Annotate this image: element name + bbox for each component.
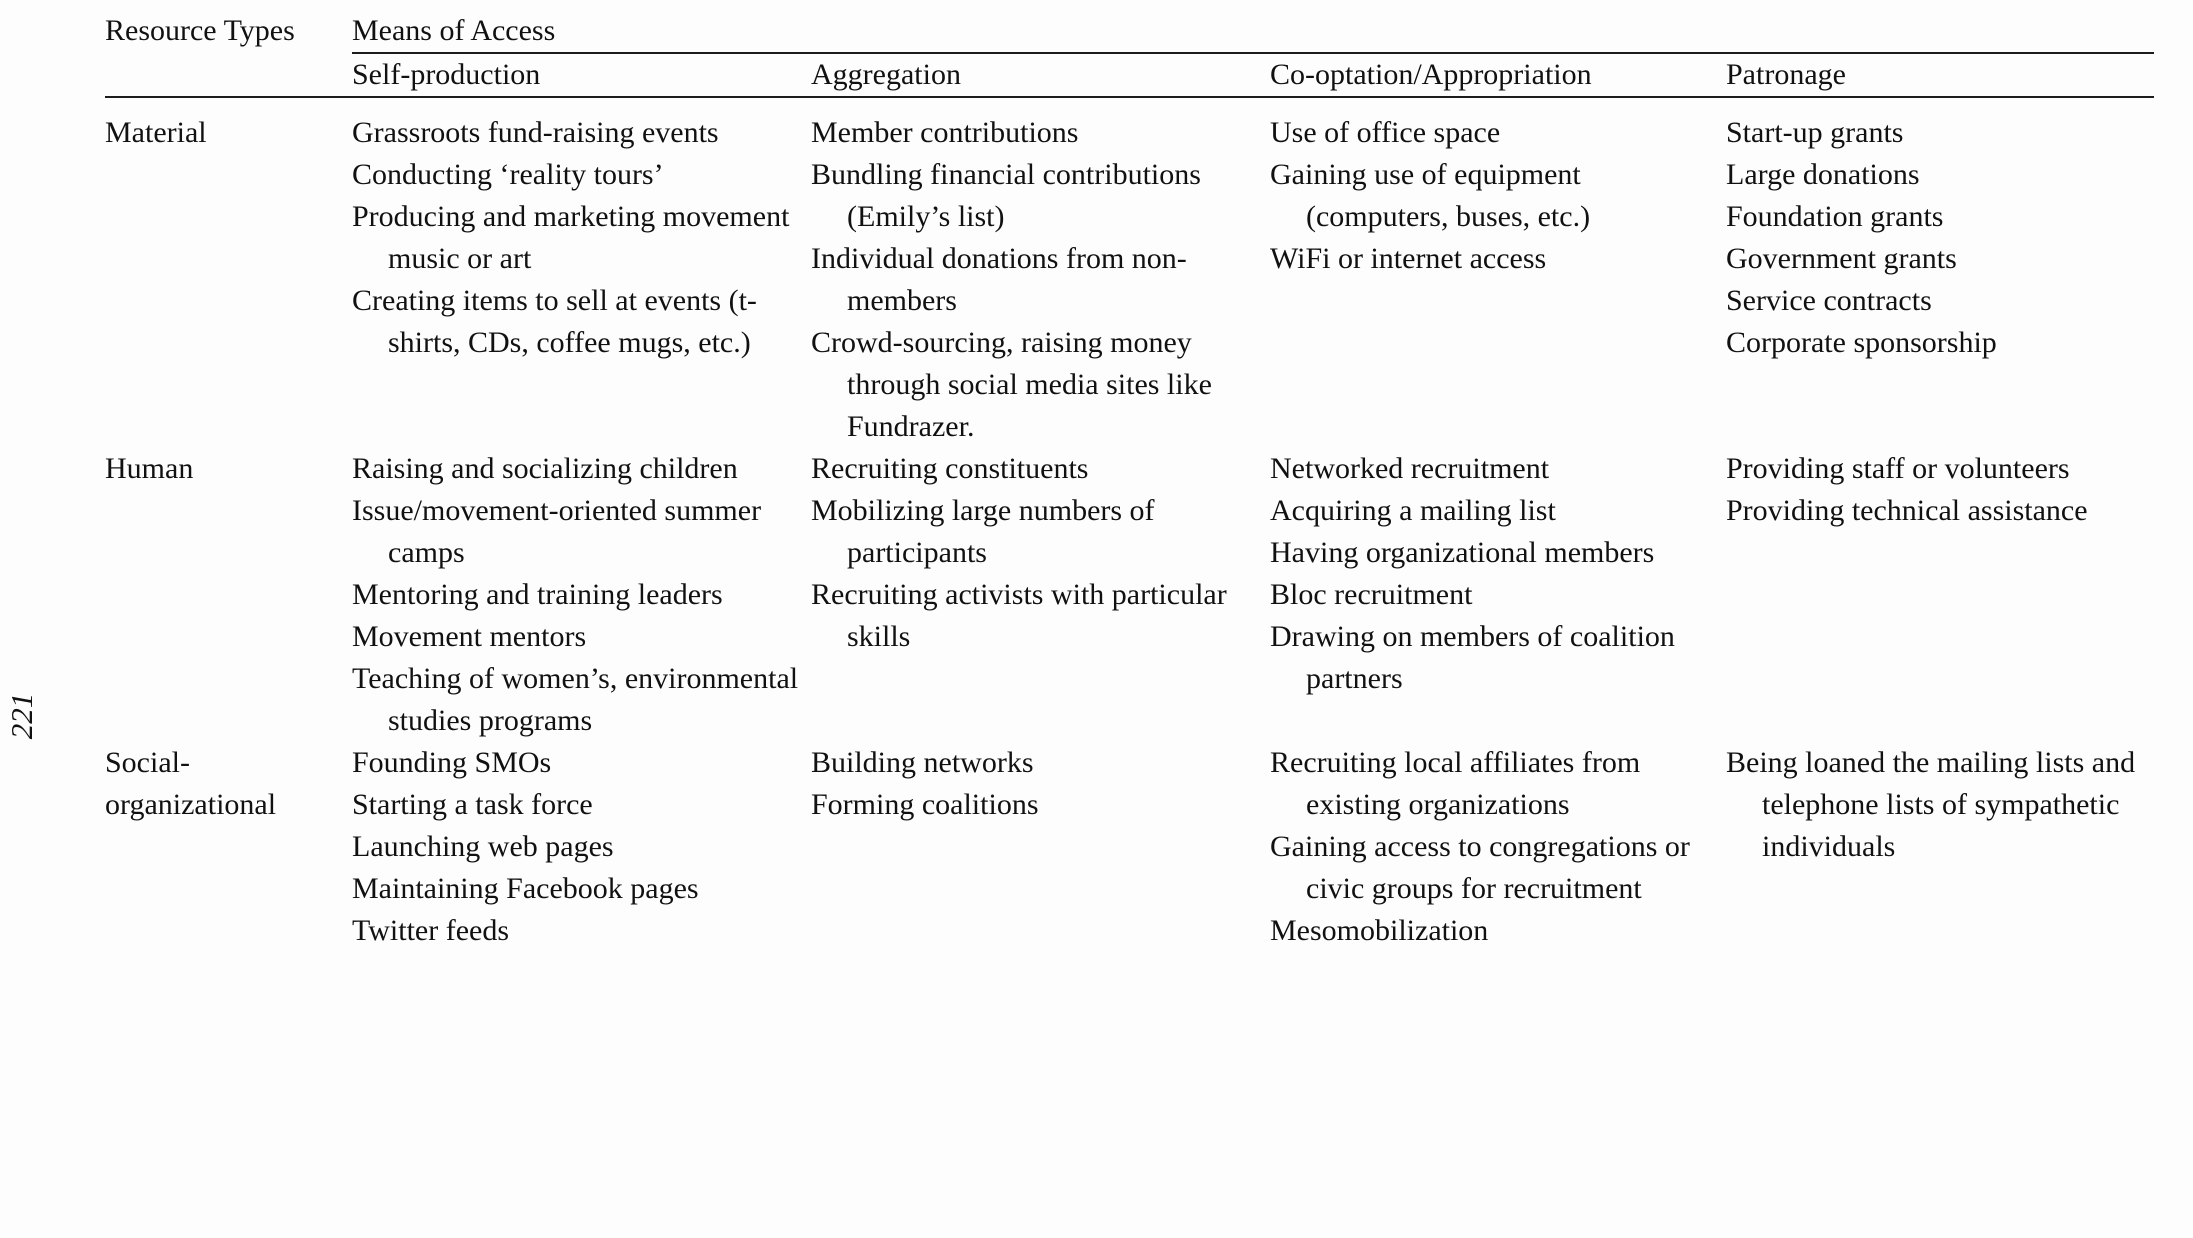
- cell-item: Launching web pages: [352, 830, 614, 863]
- cell-social-organizational-self-production: [352, 742, 811, 952]
- cell-item: Maintaining Facebook pages: [352, 872, 699, 905]
- cell-item: Forming coalitions: [811, 788, 1039, 821]
- cell-item: Mentoring and training leaders: [352, 578, 723, 611]
- cell-item: Twitter feeds: [352, 914, 510, 947]
- cell-item: Creating items to sell at events (t-shirts, CDs, coffee mugs, etc.): [352, 284, 757, 359]
- cell-item: Large donations: [1726, 158, 1920, 191]
- cell-item: Being loaned the mailing lists and telephone lists of sympathetic individuals: [1726, 746, 2136, 863]
- cell-item: Issue/movement-oriented summer camps: [352, 494, 762, 569]
- cell-human-aggregation: [811, 448, 1270, 742]
- cell-item: Gaining access to congregations or civic groups for recruitment: [1270, 830, 1690, 905]
- cell-material-co-optation-appropriation: [1270, 97, 1726, 448]
- cell-item: Foundation grants: [1726, 200, 1944, 233]
- column-header-co-optation-appropriation: Co-optation/Appropriation: [1270, 53, 1726, 97]
- cell-item: Movement mentors: [352, 620, 587, 653]
- cell-material-aggregation: [811, 97, 1270, 448]
- cell-item: Bloc recruitment: [1270, 578, 1473, 611]
- group-header: Means of Access: [352, 10, 2154, 53]
- cell-item: Raising and socializing children: [352, 452, 738, 485]
- cell-item: Acquiring a mailing list: [1270, 494, 1556, 527]
- cell-item: Recruiting local affiliates from existing organizations: [1270, 746, 1641, 821]
- cell-item: Use of office space: [1270, 116, 1501, 149]
- cell-item: Providing technical assistance: [1726, 494, 2088, 527]
- cell-item: Gaining use of equipment (computers, buses, etc.): [1270, 158, 1591, 233]
- cell-human-self-production: [352, 448, 811, 742]
- table-body: [105, 97, 2154, 952]
- cell-social-organizational-co-optation-appropriation: [1270, 742, 1726, 952]
- cell-item: Networked recruitment: [1270, 452, 1550, 485]
- row-header-title: Resource Types: [105, 10, 352, 97]
- cell-item: Recruiting constituents: [811, 452, 1089, 485]
- cell-item: Building networks: [811, 746, 1034, 779]
- cell-item: Government grants: [1726, 242, 1957, 275]
- cell-item: Mesomobilization: [1270, 914, 1489, 947]
- table-header: [105, 10, 2154, 97]
- cell-item: Producing and marketing movement music or art: [352, 200, 790, 275]
- resource-access-table: [105, 10, 2154, 952]
- cell-item: Conducting ‘reality tours’: [352, 158, 664, 191]
- column-header-self-production: Self-production: [352, 53, 811, 97]
- cell-item: WiFi or internet access: [1270, 242, 1547, 275]
- table-row-social-organizational: [105, 742, 2154, 952]
- cell-social-organizational-aggregation: [811, 742, 1270, 952]
- cell-item: Corporate sponsorship: [1726, 326, 1997, 359]
- cell-item: Drawing on members of coalition partners: [1270, 620, 1675, 695]
- cell-item: Service contracts: [1726, 284, 1932, 317]
- column-header-aggregation: Aggregation: [811, 53, 1270, 97]
- cell-item: Member contributions: [811, 116, 1079, 149]
- cell-item: Teaching of women’s, environmental studies programs: [352, 662, 799, 737]
- cell-social-organizational-patronage: [1726, 742, 2154, 952]
- row-label-human: Human: [105, 452, 194, 485]
- cell-material-patronage: [1726, 97, 2154, 448]
- cell-item: Crowd-sourcing, raising money through social media sites like Fundrazer.: [811, 326, 1212, 443]
- row-label-material: Material: [105, 116, 207, 149]
- group-header-row: [105, 10, 2154, 53]
- column-header-patronage: Patronage: [1726, 53, 2154, 97]
- cell-material-self-production: [352, 97, 811, 448]
- cell-item: Individual donations from non-members: [811, 242, 1187, 317]
- cell-item: Having organizational members: [1270, 536, 1655, 569]
- cell-human-co-optation-appropriation: [1270, 448, 1726, 742]
- cell-item: Starting a task force: [352, 788, 593, 821]
- table-row-material: [105, 97, 2154, 448]
- cell-item: Start-up grants: [1726, 116, 1904, 149]
- row-label-social-organizational: Social-organizational: [105, 746, 277, 821]
- page-number: 221: [4, 692, 39, 740]
- cell-item: Recruiting activists with particular skills: [811, 578, 1227, 653]
- cell-item: Providing staff or volunteers: [1726, 452, 2070, 485]
- cell-item: Founding SMOs: [352, 746, 552, 779]
- cell-human-patronage: [1726, 448, 2154, 742]
- cell-item: Grassroots fund-raising events: [352, 116, 719, 149]
- table-row-human: [105, 448, 2154, 742]
- column-headers-row: [105, 53, 2154, 97]
- cell-item: Mobilizing large numbers of participants: [811, 494, 1155, 569]
- cell-item: Bundling financial contributions (Emily’s list): [811, 158, 1201, 233]
